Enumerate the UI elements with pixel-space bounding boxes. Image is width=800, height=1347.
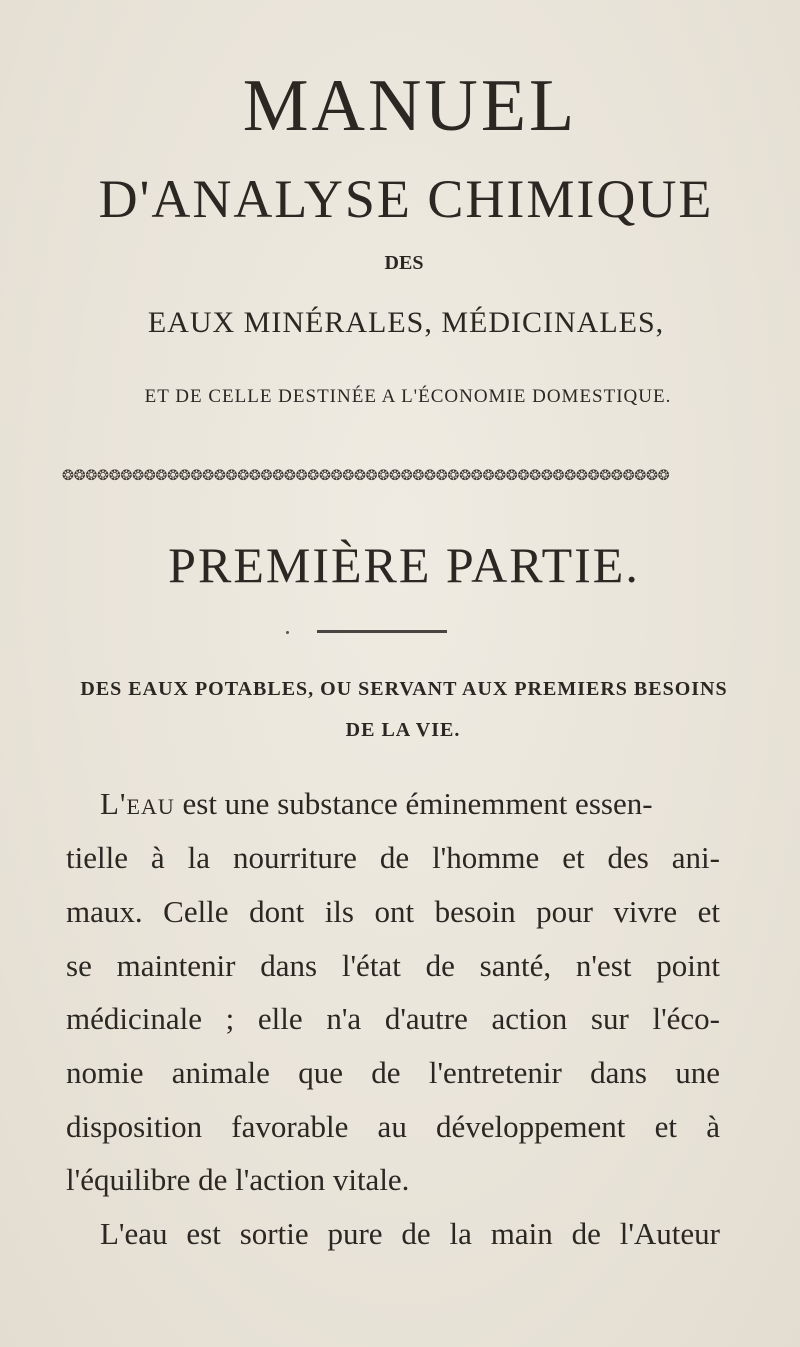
body-line-4: se maintenir dans l'état de santé, n'est point [66, 948, 720, 983]
body-line-1-text: est une substance éminemment essen- [174, 786, 653, 821]
book-title: MANUEL [242, 65, 578, 147]
section-heading-line2: DE LA VIE. [345, 719, 461, 741]
section-heading-line1: DES EAUX POTABLES, OU SERVANT AUX PREMIERS BESOINS [80, 678, 728, 700]
body-line-1 [100, 784, 720, 824]
body-line-9: L'eau est sortie pure de la main de l'Auteur [100, 1216, 720, 1251]
body-line-7: disposition favorable au développement et à [66, 1109, 720, 1144]
first-word: L'eau [100, 786, 175, 821]
subtitle-destination: ET DE CELLE DESTINÉE A L'ÉCONOMIE DOMESTIQUE. [144, 386, 672, 407]
body-line-6: nomie animale que de l'entretenir dans une [66, 1055, 720, 1090]
section-divider [317, 630, 447, 633]
body-line-5: médicinale ; elle n'a d'autre action sur l'éco- [66, 1001, 720, 1036]
subtitle-subject: EAUX MINÉRALES, MÉDICINALES, [147, 306, 665, 339]
rule-dot [286, 631, 289, 634]
subtitle-connector: DES [384, 252, 424, 274]
part-heading: PREMIÈRE PARTIE. [168, 537, 640, 593]
body-line-8: l'équilibre de l'action vitale. [66, 1162, 410, 1197]
book-subtitle: D'ANALYSE CHIMIQUE [98, 169, 714, 229]
body-line-3: maux. Celle dont ils ont besoin pour vivre et [66, 894, 720, 929]
body-line-2: tielle à la nourriture de l'homme et des ani- [66, 840, 720, 875]
ornamental-border: ❂❂❂❂❂❂❂❂❂❂❂❂❂❂❂❂❂❂❂❂❂❂❂❂❂❂❂❂❂❂❂❂❂❂❂❂❂❂❂❂❂❂❂❂❂❂❂❂❂❂❂❂ [62, 468, 670, 484]
